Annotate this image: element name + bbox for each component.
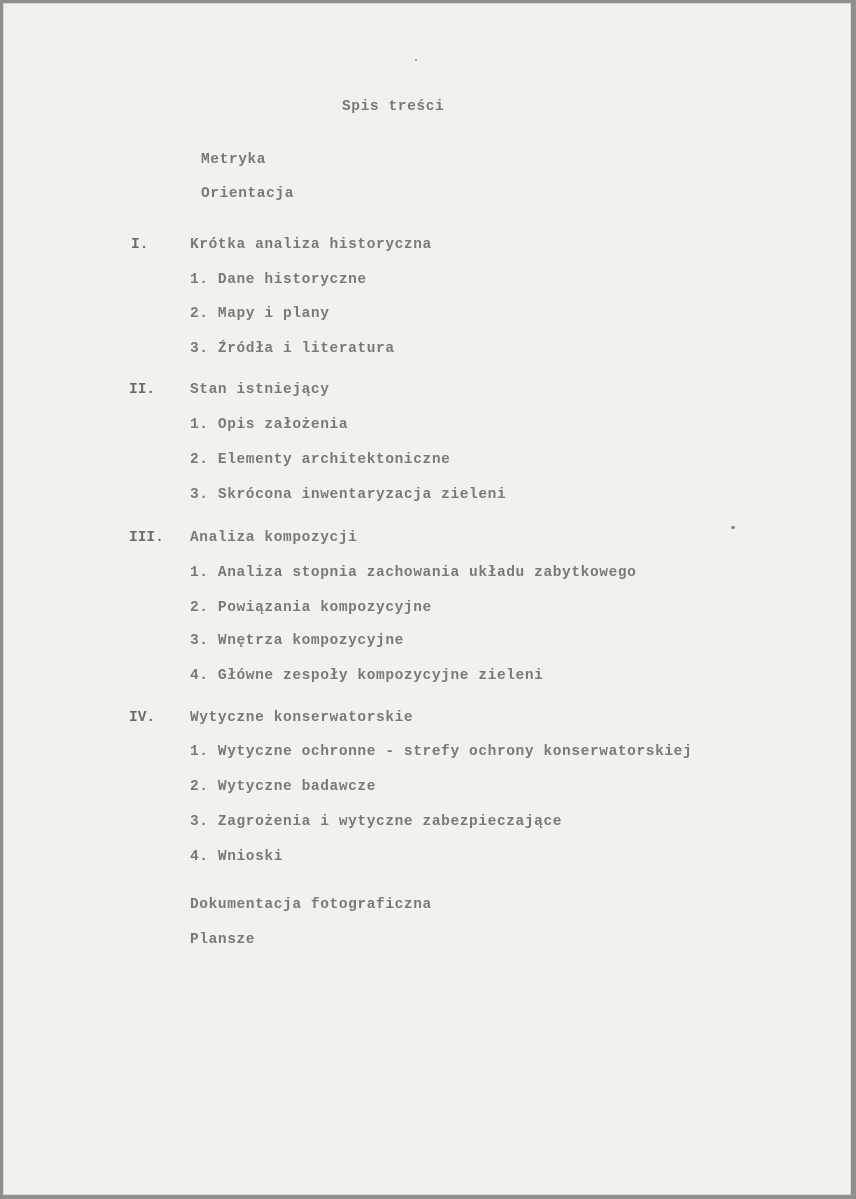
section-numeral: III. bbox=[129, 530, 164, 546]
page-title: Spis treści bbox=[342, 99, 445, 115]
toc-item: 1. Wytyczne ochronne - strefy ochrony konserwatorskiej bbox=[190, 744, 693, 760]
closing-photo-documentation: Dokumentacja fotograficzna bbox=[190, 897, 432, 913]
toc-item: 2. Mapy i plany bbox=[190, 306, 330, 322]
toc-item: 2. Elementy architektoniczne bbox=[190, 452, 451, 468]
intro-metryka: Metryka bbox=[201, 152, 267, 168]
ink-speck bbox=[731, 526, 735, 529]
section-numeral: I. bbox=[131, 237, 149, 253]
toc-item: 4. Wnioski bbox=[190, 849, 284, 865]
section-heading: Analiza kompozycji bbox=[190, 530, 358, 546]
section-heading: Wytyczne konserwatorskie bbox=[190, 710, 414, 726]
toc-item: 1. Analiza stopnia zachowania układu zabytkowego bbox=[190, 565, 637, 581]
section-heading: Krótka analiza historyczna bbox=[190, 237, 432, 253]
toc-item: 3. Wnętrza kompozycyjne bbox=[190, 633, 404, 649]
toc-item: 1. Opis założenia bbox=[190, 417, 349, 433]
ink-speck bbox=[415, 59, 417, 61]
section-numeral: II. bbox=[129, 382, 156, 398]
toc-item: 3. Skrócona inwentaryzacja zieleni bbox=[190, 487, 507, 503]
section-heading: Stan istniejący bbox=[190, 382, 330, 398]
toc-item: 2. Wytyczne badawcze bbox=[190, 779, 377, 795]
toc-item: 3. Zagrożenia i wytyczne zabezpieczające bbox=[190, 814, 563, 830]
section-numeral: IV. bbox=[129, 710, 156, 726]
toc-item: 4. Główne zespoły kompozycyjne zieleni bbox=[190, 668, 544, 684]
intro-orientacja: Orientacja bbox=[201, 186, 295, 202]
toc-item: 1. Dane historyczne bbox=[190, 272, 367, 288]
document-page bbox=[3, 3, 851, 1195]
closing-plates: Plansze bbox=[190, 932, 256, 948]
toc-item: 2. Powiązania kompozycyjne bbox=[190, 600, 432, 616]
toc-item: 3. Źródła i literatura bbox=[190, 341, 395, 357]
